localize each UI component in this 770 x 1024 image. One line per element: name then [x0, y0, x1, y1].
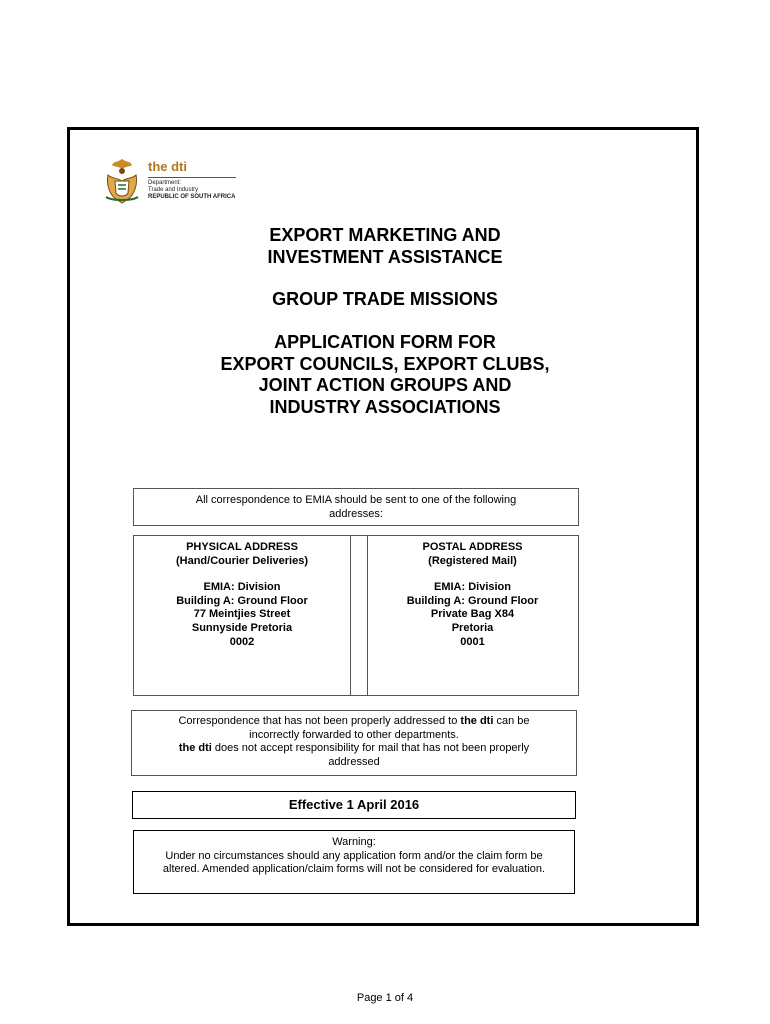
title-line: GROUP TRADE MISSIONS [272, 289, 498, 309]
warning-text: altered. Amended application/claim forms will not be considered for evaluation. [162, 863, 546, 875]
title-line: INVESTMENT ASSISTANCE [267, 246, 503, 267]
coat-of-arms-icon [102, 157, 142, 205]
correspondence-box [133, 488, 579, 526]
address-subheading: (Hand/Courier Deliveries) [175, 554, 309, 567]
address-line: Private Bag X84 [430, 608, 515, 621]
title-form [100, 332, 670, 418]
address-line: Sunnyside Pretoria [191, 621, 293, 634]
dti-wordmark: the dti [148, 159, 187, 174]
title-program [100, 225, 670, 268]
dti-emphasis: the dti [178, 742, 212, 754]
title-missions [100, 289, 670, 311]
address-line: Pretoria [451, 621, 494, 634]
postal-address [367, 541, 578, 649]
address-subheading: (Registered Mail) [428, 554, 517, 567]
address-line: 77 Meintjies Street [193, 608, 291, 621]
title-line: EXPORT COUNCILS, EXPORT CLUBS, [220, 353, 550, 374]
page-number: Page 1 of 4 [356, 992, 414, 1004]
addressing-notice [131, 710, 577, 776]
logo-department-name: Trade and Industry [148, 187, 199, 193]
correspondence-line: All correspondence to EMIA should be sent to one of the following [195, 494, 517, 506]
dti-emphasis: the dti [460, 715, 494, 727]
title-line: JOINT ACTION GROUPS AND [258, 375, 512, 395]
correspondence-line: addresses: [329, 507, 383, 520]
title-line: APPLICATION FORM FOR [274, 332, 496, 352]
address-line: Building A: Ground Floor [176, 594, 308, 607]
title-line: INDUSTRY ASSOCIATIONS [269, 396, 501, 417]
logo-text [148, 159, 236, 201]
warning-box [133, 830, 575, 894]
notice-text: can be [493, 715, 530, 727]
address-line: EMIA: Division [433, 581, 511, 594]
title-line: EXPORT MARKETING AND [269, 225, 501, 245]
warning-heading: Warning: [332, 836, 376, 848]
address-heading: PHYSICAL ADDRESS [186, 541, 298, 553]
address-line: EMIA: Division [203, 581, 281, 594]
notice-text: incorrectly forwarded to other departments. [249, 728, 459, 741]
physical-address [134, 541, 350, 649]
notice-text: Correspondence that has not been properly addressed to [178, 715, 461, 727]
address-table [133, 535, 579, 696]
address-line: 0002 [229, 635, 255, 648]
address-line: 0001 [460, 635, 485, 648]
notice-text: does not accept responsibility for mail that has not been properly [211, 742, 530, 754]
logo-country: REPUBLIC OF SOUTH AFRICA [148, 194, 236, 200]
logo-department: Department: [148, 180, 182, 186]
dti-logo [102, 157, 252, 207]
column-divider [350, 536, 351, 695]
notice-text: addressed [328, 755, 380, 768]
effective-date: Effective 1 April 2016 [132, 791, 576, 819]
address-heading: POSTAL ADDRESS [422, 541, 523, 553]
warning-text: Under no circumstances should any application form and/or the claim form be [165, 849, 543, 862]
logo-divider [148, 177, 236, 178]
address-line: Building A: Ground Floor [406, 594, 539, 607]
